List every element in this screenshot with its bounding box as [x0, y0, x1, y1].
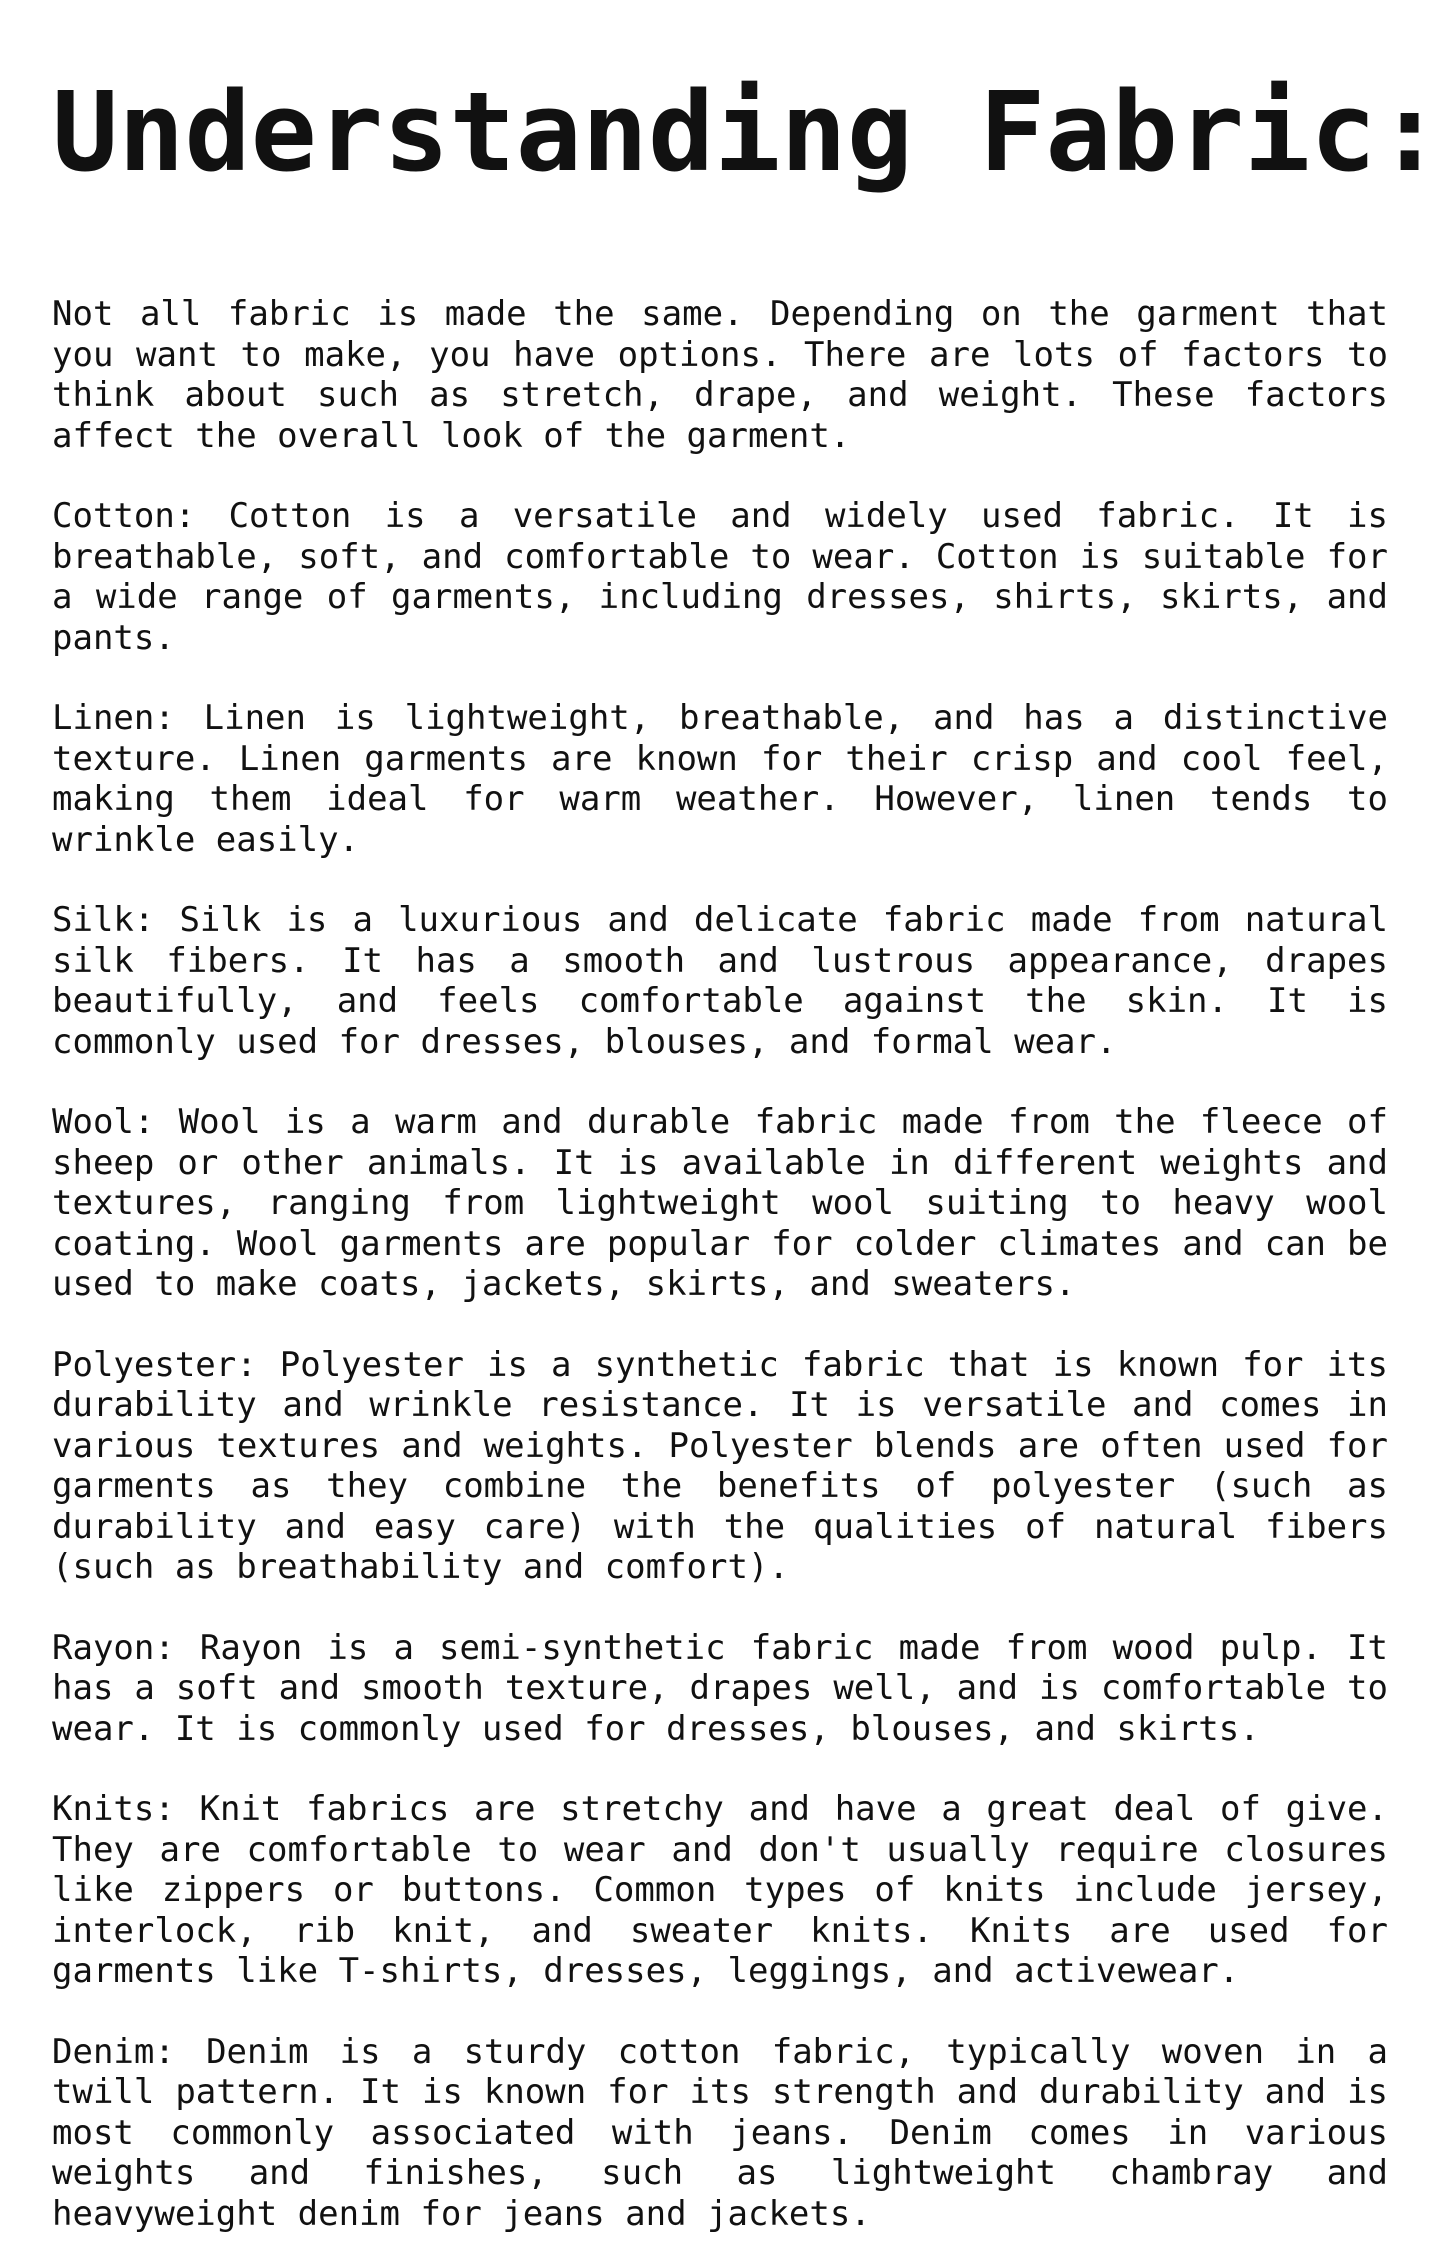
paragraph-wool: Wool: Wool is a warm and durable fabric made from the fleece of sheep or other animals. It is available in different weights and textures, ranging from lightweight wool suiting to heavy wool coating. Wool garments are popular for colder climates and can be used to make coats, jackets, skirts, and sweaters.: [52, 1102, 1388, 1304]
page-title: Understanding Fabric:: [52, 68, 1443, 196]
paragraph-rayon: Rayon: Rayon is a semi-synthetic fabric made from wood pulp. It has a soft and smooth texture, drapes well, and is comfortable to wear. It is commonly used for dresses, blouses, and skirts.: [52, 1627, 1388, 1749]
document-body: [52, 294, 1388, 2234]
paragraph-knits: Knits: Knit fabrics are stretchy and have a great deal of give. They are comfortable to wear and don't usually require closures like zippers or buttons. Common types of knits include jersey, interlock, rib knit, and sweater knits. Knits are used for garments like T-shirts, dresses, leggings, and activewear.: [52, 1789, 1388, 1991]
paragraph-denim: Denim: Denim is a sturdy cotton fabric, typically woven in a twill pattern. It is known for its strength and durability and is most commonly associated with jeans. Denim comes in various weights and finishes, such as lightweight chambray and heavyweight denim for jeans and jackets.: [52, 2031, 1388, 2234]
paragraph-intro: Not all fabric is made the same. Depending on the garment that you want to make, you have options. There are lots of factors to think about such as stretch, drape, and weight. These factors affect the overall look of the garment.: [52, 294, 1388, 456]
paragraph-silk: Silk: Silk is a luxurious and delicate fabric made from natural silk fibers. It has a smooth and lustrous appearance, drapes beautifully, and feels comfortable against the skin. It is commonly used for dresses, blouses, and formal wear.: [52, 900, 1388, 1062]
paragraph-cotton: Cotton: Cotton is a versatile and widely used fabric. It is breathable, soft, and comfortable to wear. Cotton is suitable for a wide range of garments, including dresses, shirts, skirts, and pants.: [52, 496, 1388, 658]
paragraph-polyester: Polyester: Polyester is a synthetic fabric that is known for its durability and wrinkle resistance. It is versatile and comes in various textures and weights. Polyester blends are often used for garments as they combine the benefits of polyester (such as durability and easy care) with the qualities of natural fibers (such as breathability and comfort).: [52, 1344, 1388, 1587]
document-page: [52, 62, 1443, 2234]
paragraph-linen: Linen: Linen is lightweight, breathable, and has a distinctive texture. Linen garments are known for their crisp and cool feel, making them ideal for warm weather. However, linen tends to wrinkle easily.: [52, 698, 1388, 860]
